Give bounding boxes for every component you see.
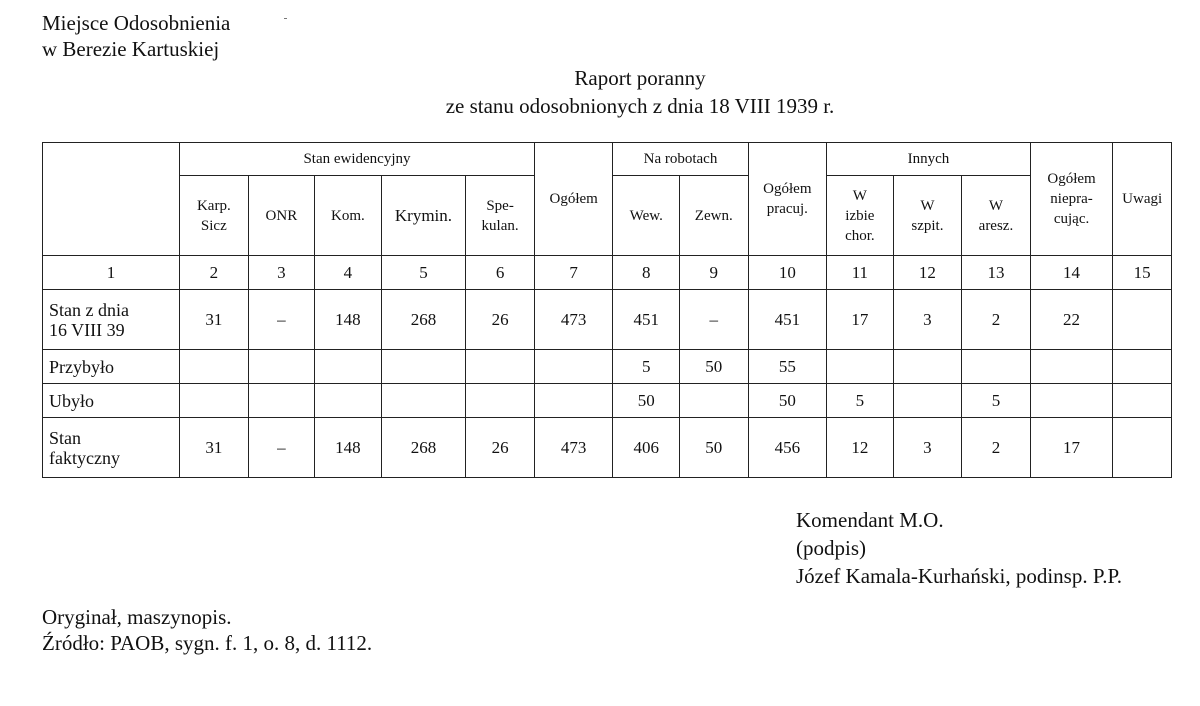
column-number: 15 bbox=[1113, 256, 1172, 290]
table-cell: 26 bbox=[466, 418, 535, 478]
scan-speck bbox=[284, 18, 287, 19]
column-number: 14 bbox=[1030, 256, 1113, 290]
table-cell: 268 bbox=[381, 290, 466, 350]
table-cell bbox=[827, 350, 894, 384]
header-w-izbie-chor-line-1: W bbox=[852, 187, 867, 204]
header-w-szpit bbox=[893, 176, 962, 256]
row-label: Przybyło bbox=[43, 350, 180, 384]
header-w-szpit-line-1: W bbox=[920, 197, 935, 214]
table-cell bbox=[679, 384, 748, 418]
table-cell: 50 bbox=[748, 384, 827, 418]
table-cell bbox=[180, 384, 249, 418]
row-label-line-2: faktyczny bbox=[49, 447, 120, 468]
header-ogolem-pracuj bbox=[748, 143, 827, 256]
header-krymin: Krymin. bbox=[381, 176, 466, 256]
table-cell: 148 bbox=[315, 290, 382, 350]
column-number: 5 bbox=[381, 256, 466, 290]
header-karp-sicz bbox=[180, 176, 249, 256]
column-number: 2 bbox=[180, 256, 249, 290]
header-kom: Kom. bbox=[315, 176, 382, 256]
table-cell bbox=[1113, 350, 1172, 384]
group-stan-ewidencyjny: Stan ewidencyjny bbox=[180, 143, 535, 176]
table-row-stan-z-dnia bbox=[43, 290, 1172, 350]
report-table bbox=[42, 142, 1172, 478]
header-karp-sicz-line-1: Karp. bbox=[196, 197, 231, 214]
table-cell: 55 bbox=[748, 350, 827, 384]
header-w-izbie-chor bbox=[827, 176, 894, 256]
table-cell: – bbox=[248, 290, 315, 350]
header-spekulan-line-1: Spe- bbox=[486, 197, 514, 214]
column-number: 10 bbox=[748, 256, 827, 290]
table-cell: 148 bbox=[315, 418, 382, 478]
header-ogolem-niepracujac bbox=[1030, 143, 1113, 256]
institution-name bbox=[42, 10, 230, 62]
table-cell: 456 bbox=[748, 418, 827, 478]
table-cell: 451 bbox=[613, 290, 680, 350]
header-w-izbie-chor-line-3: chor. bbox=[845, 227, 875, 244]
table-cell bbox=[534, 384, 613, 418]
source-note-line-2: Źródło: PAOB, sygn. f. 1, o. 8, d. 1112. bbox=[42, 631, 373, 655]
row-label: Ubyło bbox=[43, 384, 180, 418]
table-cell: 31 bbox=[180, 418, 249, 478]
table-cell: 3 bbox=[893, 418, 962, 478]
table-cell: 5 bbox=[962, 384, 1031, 418]
column-number: 9 bbox=[679, 256, 748, 290]
table-cell bbox=[248, 384, 315, 418]
table-cell: – bbox=[248, 418, 315, 478]
header-ogolem-niepracujac-line-3: cując. bbox=[1053, 211, 1090, 227]
table-cell: – bbox=[679, 290, 748, 350]
table-cell bbox=[315, 384, 382, 418]
header-row-groups bbox=[43, 143, 1172, 176]
table-cell bbox=[893, 350, 962, 384]
group-innych: Innych bbox=[827, 143, 1031, 176]
table-cell: 50 bbox=[679, 418, 748, 478]
table-cell bbox=[1030, 384, 1113, 418]
report-title-line-2: ze stanu odosobnionych z dnia 18 VIII 1939 r. bbox=[445, 94, 835, 118]
header-ogolem-pracuj-line-1: Ogółem bbox=[763, 181, 812, 197]
source-note bbox=[42, 604, 372, 656]
table-cell bbox=[1030, 350, 1113, 384]
table-cell: 22 bbox=[1030, 290, 1113, 350]
signature-block bbox=[796, 506, 1122, 590]
table-cell: 26 bbox=[466, 290, 535, 350]
table-cell bbox=[1113, 290, 1172, 350]
source-note-line-1: Oryginał, maszynopis. bbox=[42, 605, 232, 629]
row-label-line-1: Stan z dnia bbox=[49, 299, 129, 320]
table-row-ubylo bbox=[43, 384, 1172, 418]
header-uwagi: Uwagi bbox=[1113, 143, 1172, 256]
table-cell: 50 bbox=[613, 384, 680, 418]
table-cell bbox=[1113, 418, 1172, 478]
header-ogolem-niepracujac-line-2: niepra- bbox=[1050, 191, 1093, 207]
header-spekulan bbox=[466, 176, 535, 256]
signature-title: Komendant M.O. bbox=[796, 508, 944, 532]
header-karp-sicz-line-2: Sicz bbox=[200, 217, 227, 234]
table-cell bbox=[962, 350, 1031, 384]
column-number: 8 bbox=[613, 256, 680, 290]
table-cell: 17 bbox=[1030, 418, 1113, 478]
column-number: 6 bbox=[466, 256, 535, 290]
table-cell bbox=[466, 350, 535, 384]
institution-line-2: w Berezie Kartuskiej bbox=[42, 37, 220, 61]
signature-name: Józef Kamala-Kurhański, podinsp. P.P. bbox=[796, 564, 1123, 588]
table-cell: 2 bbox=[962, 418, 1031, 478]
table-row-przybylo bbox=[43, 350, 1172, 384]
table-cell bbox=[381, 384, 466, 418]
column-number: 7 bbox=[534, 256, 613, 290]
column-number: 4 bbox=[315, 256, 382, 290]
column-number: 12 bbox=[893, 256, 962, 290]
header-w-izbie-chor-line-2: izbie bbox=[845, 207, 875, 224]
column-number: 3 bbox=[248, 256, 315, 290]
table-cell bbox=[534, 350, 613, 384]
header-w-szpit-line-2: szpit. bbox=[911, 217, 944, 234]
header-ogolem-niepracujac-line-1: Ogółem bbox=[1047, 171, 1096, 187]
table-cell bbox=[315, 350, 382, 384]
header-zewn: Zewn. bbox=[679, 176, 748, 256]
group-na-robotach: Na robotach bbox=[613, 143, 748, 176]
header-ogolem: Ogółem bbox=[534, 143, 613, 256]
header-wew: Wew. bbox=[613, 176, 680, 256]
report-title-line-1: Raport poranny bbox=[574, 66, 706, 90]
table-cell: 451 bbox=[748, 290, 827, 350]
header-w-aresz-line-2: aresz. bbox=[978, 217, 1014, 234]
institution-line-1: Miejsce Odosobnienia bbox=[42, 11, 231, 35]
table-cell: 2 bbox=[962, 290, 1031, 350]
row-label-line-1: Stan bbox=[49, 427, 82, 448]
table-cell: 5 bbox=[827, 384, 894, 418]
table-cell: 473 bbox=[534, 290, 613, 350]
table-row-stan-faktyczny bbox=[43, 418, 1172, 478]
header-ogolem-pracuj-line-2: pracuj. bbox=[766, 201, 808, 217]
header-w-aresz-line-1: W bbox=[988, 197, 1004, 214]
table-cell: 5 bbox=[613, 350, 680, 384]
column-number: 11 bbox=[827, 256, 894, 290]
table-cell bbox=[893, 384, 962, 418]
table-cell bbox=[381, 350, 466, 384]
table-cell: 268 bbox=[381, 418, 466, 478]
row-label bbox=[43, 418, 180, 478]
table-cell bbox=[248, 350, 315, 384]
row-label bbox=[43, 290, 180, 350]
column-number: 1 bbox=[43, 256, 180, 290]
table-cell: 50 bbox=[679, 350, 748, 384]
row-label-line-2: 16 VIII 39 bbox=[49, 319, 125, 340]
header-w-aresz bbox=[962, 176, 1031, 256]
column-number: 13 bbox=[962, 256, 1031, 290]
table-cell bbox=[1113, 384, 1172, 418]
table-cell: 406 bbox=[613, 418, 680, 478]
table-cell: 31 bbox=[180, 290, 249, 350]
table-cell: 473 bbox=[534, 418, 613, 478]
table-cell: 3 bbox=[893, 290, 962, 350]
table-cell: 12 bbox=[827, 418, 894, 478]
header-empty-cell bbox=[43, 143, 180, 256]
table-cell bbox=[466, 384, 535, 418]
header-onr: ONR bbox=[248, 176, 315, 256]
column-number-row bbox=[43, 256, 1172, 290]
signature-note: (podpis) bbox=[796, 536, 866, 560]
table-cell: 17 bbox=[827, 290, 894, 350]
header-spekulan-line-2: kulan. bbox=[481, 217, 519, 234]
report-title bbox=[0, 64, 1200, 120]
table-cell bbox=[180, 350, 249, 384]
